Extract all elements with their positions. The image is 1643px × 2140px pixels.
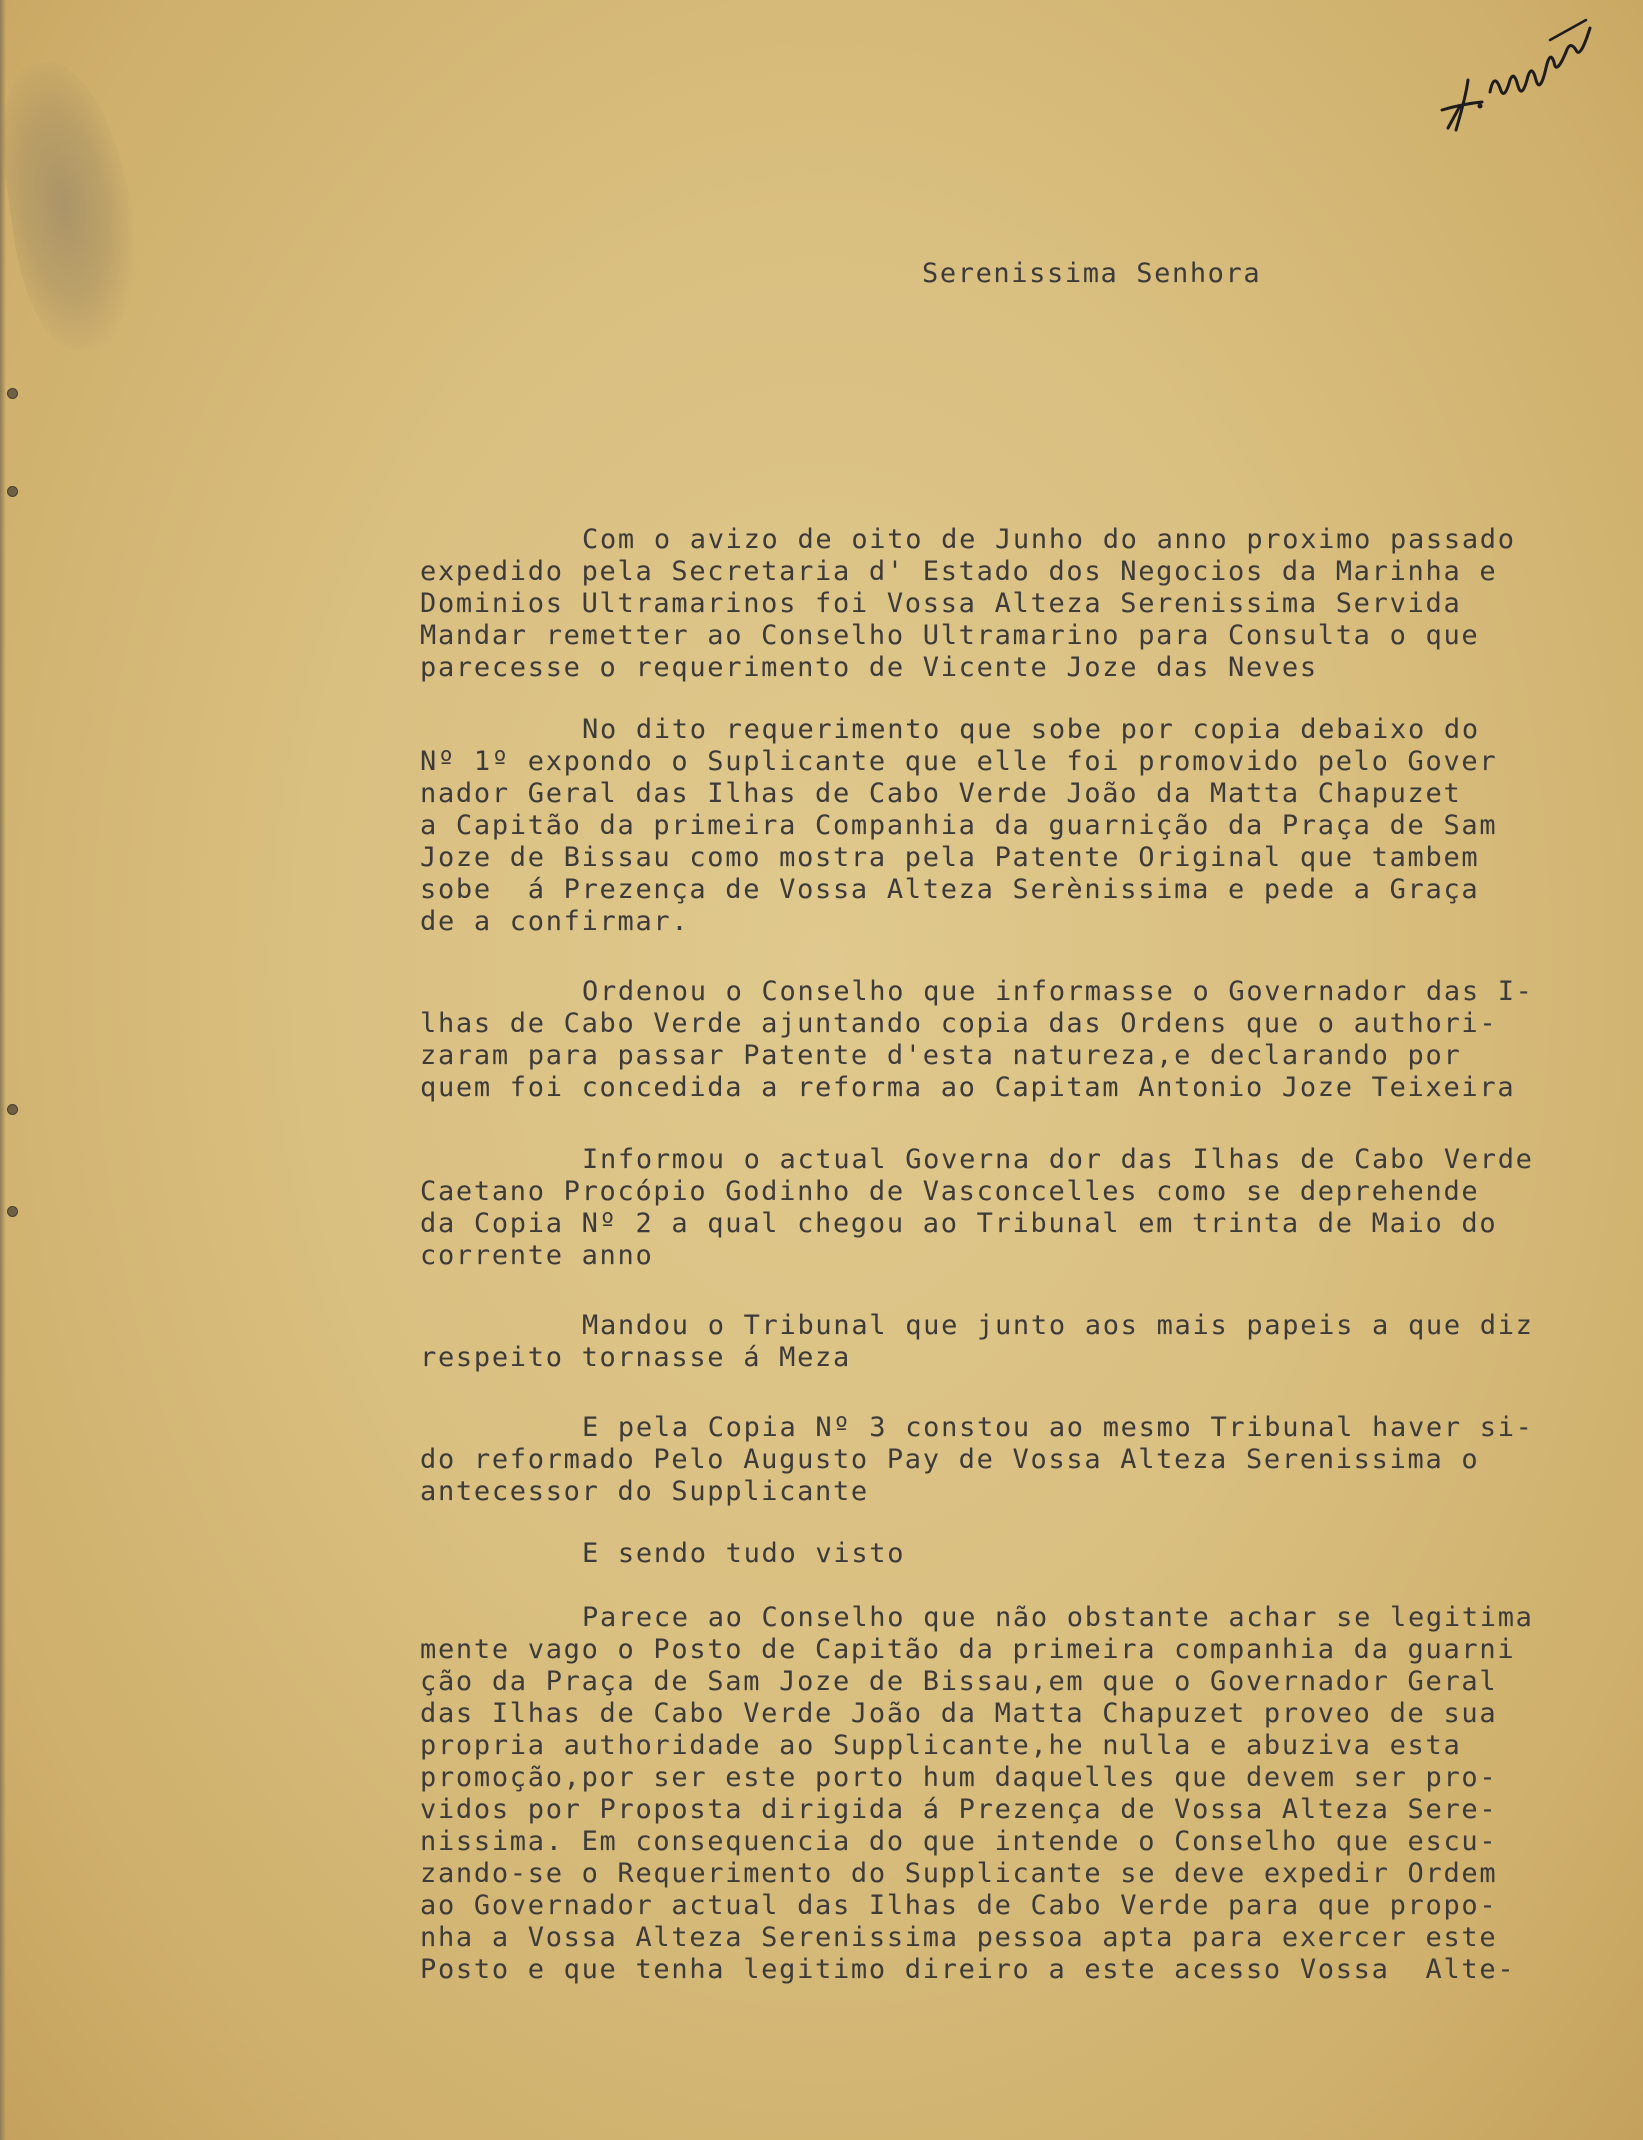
paragraph-line: corrente anno bbox=[420, 1240, 654, 1271]
paragraph bbox=[420, 1310, 1620, 1374]
paragraph-line: respeito tornasse á Meza bbox=[420, 1342, 851, 1373]
paragraph-line: ção da Praça de Sam Joze de Bissau,em que o Governador Geral bbox=[420, 1666, 1498, 1697]
paragraph-line: Caetano Procópio Godinho de Vasconcelles como se deprehende bbox=[420, 1176, 1480, 1207]
punch-hole bbox=[7, 486, 18, 497]
paragraph-first-line: Parece ao Conselho que não obstante achar se legitima bbox=[582, 1602, 1534, 1633]
paragraph-line: a Capitão da primeira Companhia da guarnição da Praça de Sam bbox=[420, 810, 1498, 841]
punch-hole bbox=[7, 1104, 18, 1115]
paragraph-first-line: No dito requerimento que sobe por copia debaixo do bbox=[582, 714, 1480, 745]
paragraph-line: da Copia Nº 2 a qual chegou ao Tribunal em trinta de Maio do bbox=[420, 1208, 1498, 1239]
paragraph-line: nador Geral das Ilhas de Cabo Verde João da Matta Chapuzet bbox=[420, 778, 1462, 809]
paragraph-line: de a confirmar. bbox=[420, 906, 690, 937]
paragraph-line: mente vago o Posto de Capitão da primeira companhia da guarni bbox=[420, 1634, 1516, 1665]
salutation: Serenissima Senhora bbox=[922, 258, 1262, 289]
paragraph-first-line: Com o avizo de oito de Junho do anno proximo passado bbox=[582, 524, 1516, 555]
paper-stain bbox=[0, 53, 150, 357]
paragraph bbox=[420, 1602, 1620, 1986]
paragraph-line: quem foi concedida a reforma ao Capitam Antonio Joze Teixeira bbox=[420, 1072, 1516, 1103]
paragraph-first-line: E sendo tudo visto bbox=[582, 1538, 906, 1569]
paragraph bbox=[420, 976, 1620, 1104]
paragraph-first-line: Informou o actual Governa dor das Ilhas de Cabo Verde bbox=[582, 1144, 1534, 1175]
paragraph-line: parecesse o requerimento de Vicente Joze das Neves bbox=[420, 652, 1318, 683]
paragraph bbox=[420, 524, 1620, 684]
punch-hole bbox=[7, 1206, 18, 1217]
paragraph-line: antecessor do Supplicante bbox=[420, 1476, 869, 1507]
handwritten-signature bbox=[1420, 10, 1595, 140]
paragraph bbox=[420, 1538, 1620, 1570]
paragraph bbox=[420, 1412, 1620, 1508]
paragraph-line: expedido pela Secretaria d' Estado dos Negocios da Marinha e bbox=[420, 556, 1498, 587]
letter-body bbox=[420, 524, 1620, 1986]
paragraph-line: do reformado Pelo Augusto Pay de Vossa Alteza Serenissima o bbox=[420, 1444, 1480, 1475]
paragraph-line: ao Governador actual das Ilhas de Cabo Verde para que propo- bbox=[420, 1890, 1498, 1921]
paragraph-line: das Ilhas de Cabo Verde João da Matta Chapuzet proveo de sua bbox=[420, 1698, 1498, 1729]
paragraph-line: propria authoridade ao Supplicante,he nulla e abuziva esta bbox=[420, 1730, 1462, 1761]
paragraph-line: Joze de Bissau como mostra pela Patente Original que tambem bbox=[420, 842, 1480, 873]
paragraph-line: zaram para passar Patente d'esta natureza,e declarando por bbox=[420, 1040, 1462, 1071]
paragraph-line: zando-se o Requerimento do Supplicante se deve expedir Ordem bbox=[420, 1858, 1498, 1889]
paragraph-first-line: Mandou o Tribunal que junto aos mais papeis a que diz bbox=[582, 1310, 1534, 1341]
paragraph-line: Mandar remetter ao Conselho Ultramarino para Consulta o que bbox=[420, 620, 1480, 651]
paper-edge bbox=[0, 0, 6, 2140]
paragraph-line: lhas de Cabo Verde ajuntando copia das Ordens que o authori- bbox=[420, 1008, 1498, 1039]
paragraph-line: promoção,por ser este porto hum daquelles que devem ser pro- bbox=[420, 1762, 1498, 1793]
paragraph-line: nha a Vossa Alteza Serenissima pessoa apta para exercer este bbox=[420, 1922, 1498, 1953]
paragraph-line: vidos por Proposta dirigida á Prezença de Vossa Alteza Sere- bbox=[420, 1794, 1498, 1825]
paragraph-line: Nº 1º expondo o Suplicante que elle foi promovido pelo Gover bbox=[420, 746, 1498, 777]
paragraph-line: Posto e que tenha legitimo direiro a este acesso Vossa Alte- bbox=[420, 1954, 1516, 1985]
paragraph-line: Dominios Ultramarinos foi Vossa Alteza Serenissima Servida bbox=[420, 588, 1462, 619]
punch-hole bbox=[7, 388, 18, 399]
paragraph-first-line: E pela Copia Nº 3 constou ao mesmo Tribunal haver si- bbox=[582, 1412, 1534, 1443]
paragraph bbox=[420, 1144, 1620, 1272]
paragraph bbox=[420, 714, 1620, 938]
paragraph-line: nissima. Em consequencia do que intende o Conselho que escu- bbox=[420, 1826, 1498, 1857]
paragraph-line: sobe á Prezença de Vossa Alteza Serènissima e pede a Graça bbox=[420, 874, 1480, 905]
paragraph-first-line: Ordenou o Conselho que informasse o Governador das I- bbox=[582, 976, 1534, 1007]
